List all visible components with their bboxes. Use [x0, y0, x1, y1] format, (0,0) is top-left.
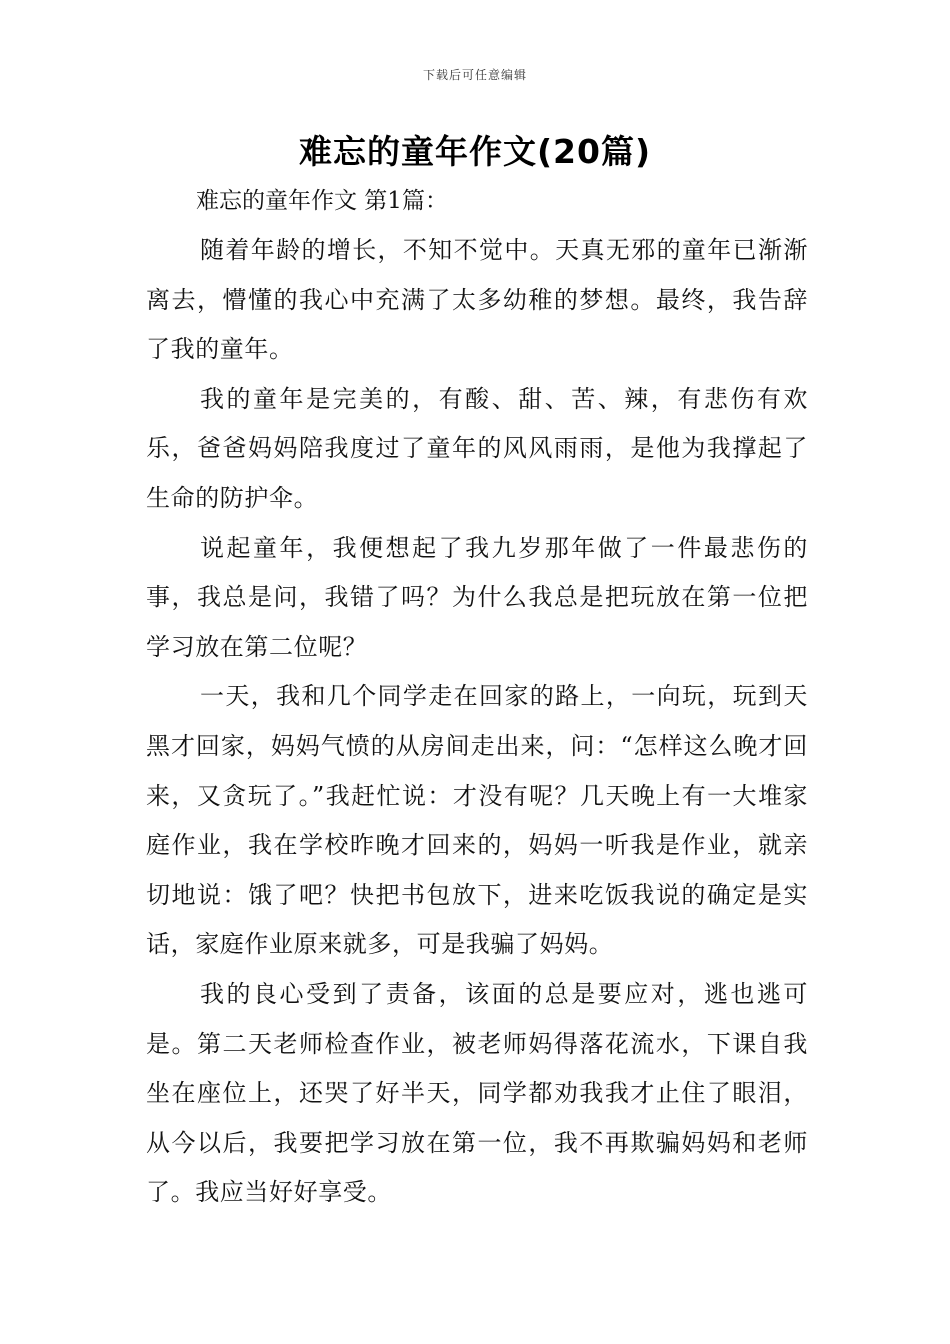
- paragraph: 一天，我和几个同学走在回家的路上，一向玩，玩到天黑才回家，妈妈气愤的从房间走出来，问：“怎样这么晚才回来，又贪玩了。”我赶忙说：才没有呢？几天晚上有一大堆家庭作业，我在学校昨晚才回来的，妈妈一听我是作业，就亲切地说：饿了吧？快把书包放下，进来吃饭我说的确定是实话，家庭作业原来就多，可是我骗了妈妈。: [146, 682, 808, 959]
- header-note: 下载后可任意编辑: [422, 68, 527, 82]
- body-text: [146, 226, 808, 1218]
- paragraph: 我的童年是完美的，有酸、甜、苦、辣，有悲伤有欢乐，爸爸妈妈陪我度过了童年的风风雨雨，是他为我撑起了生命的防护伞。: [146, 384, 808, 512]
- document-title: 难忘的童年作文(20篇): [298, 132, 652, 171]
- paragraph: 我的良心受到了责备，该面的总是要应对，逃也逃可是。第二天老师检查作业，被老师妈得落花流水，下课自我坐在座位上，还哭了好半天，同学都劝我我才止住了眼泪，从今以后，我要把学习放在第一位，我不再欺骗妈妈和老师了。我应当好好享受。: [146, 979, 808, 1207]
- section-heading: 难忘的童年作文 第1篇：: [196, 188, 448, 214]
- paragraph: 说起童年，我便想起了我九岁那年做了一件最悲伤的事，我总是问，我错了吗？为什么我总是把玩放在第一位把学习放在第二位呢？: [146, 533, 808, 661]
- paragraph: 随着年龄的增长，不知不觉中。天真无邪的童年已渐渐离去，懵懂的我心中充满了太多幼稚的梦想。最终，我告辞了我的童年。: [146, 236, 808, 364]
